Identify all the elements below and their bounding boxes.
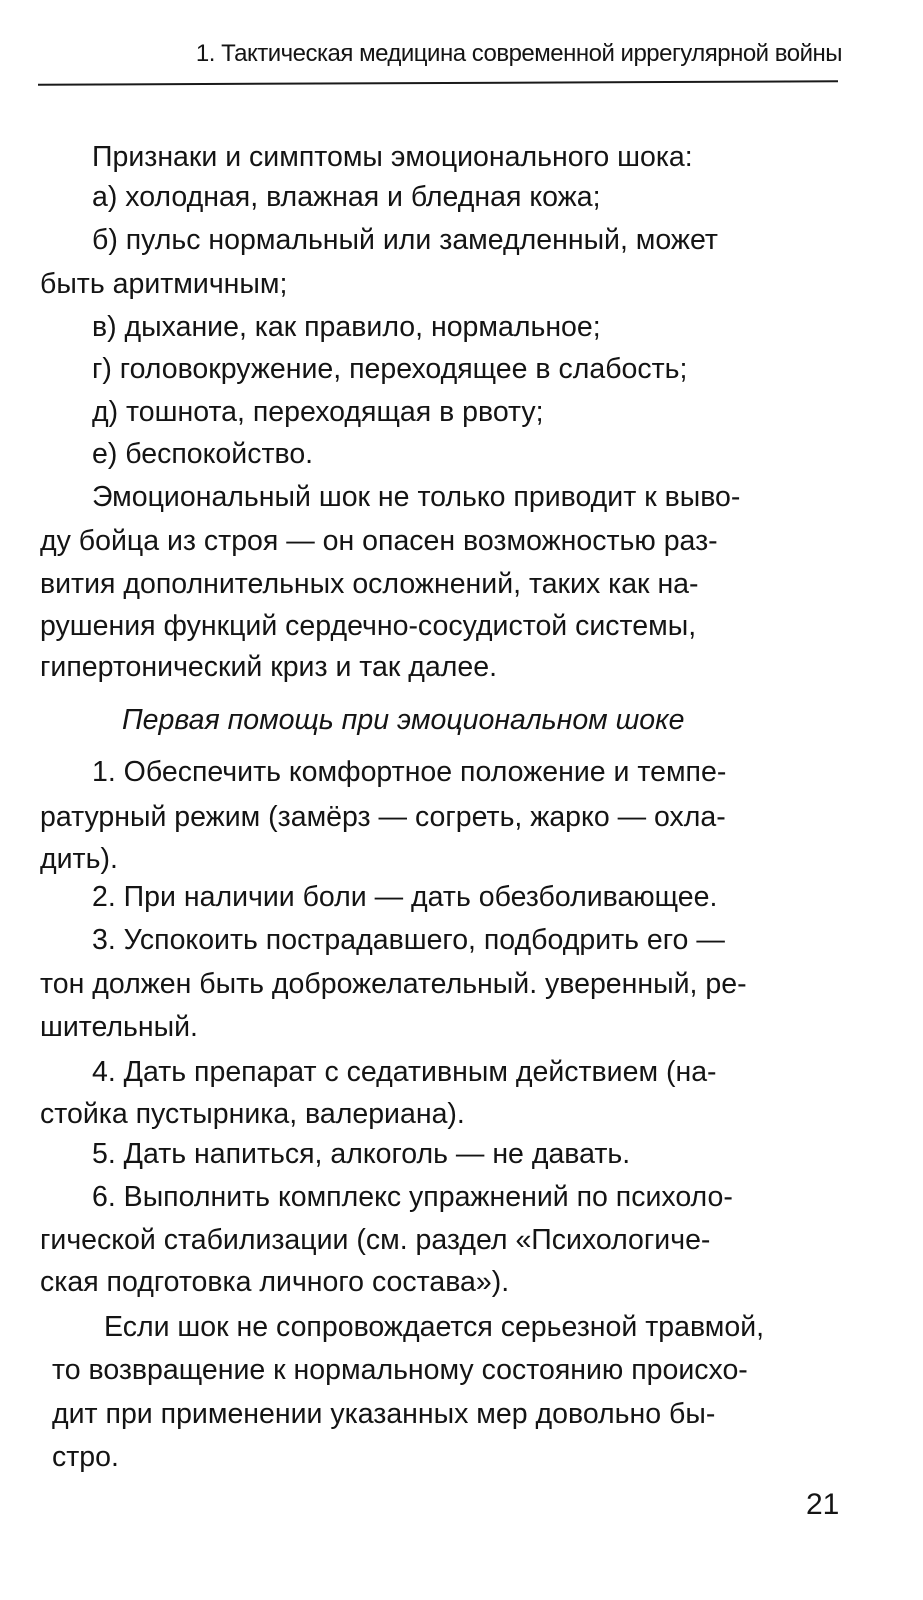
symptoms-intro: Признаки и симптомы эмоционального шока: (92, 141, 693, 173)
paragraph-line: ду бойца из строя — он опасен возможностью раз- (40, 525, 718, 557)
step-line: дить). (40, 843, 118, 875)
paragraph-line: вития дополнительных осложнений, таких как на- (40, 568, 699, 600)
paragraph-line: то возвращение к нормальному состоянию происхо- (52, 1354, 748, 1386)
paragraph-line: Эмоциональный шок не только приводит к выво- (92, 481, 741, 513)
paragraph-line: дит при применении указанных мер довольно бы- (52, 1398, 716, 1430)
step-line: ская подготовка личного состава»). (40, 1266, 510, 1298)
section-subheading: Первая помощь при эмоциональном шоке (122, 704, 685, 736)
symptom-item: г) головокружение, переходящее в слабость; (92, 353, 688, 385)
symptom-item: в) дыхание, как правило, нормальное; (92, 311, 601, 343)
step-line: стойка пустырника, валериана). (40, 1098, 465, 1130)
symptom-item: е) беспокойство. (92, 438, 314, 470)
step-line: 6. Выполнить комплекс упражнений по психоло- (92, 1181, 733, 1213)
symptom-item: а) холодная, влажная и бледная кожа; (92, 181, 601, 213)
step-line: 3. Успокоить пострадавшего, подбодрить его — (92, 924, 725, 956)
paragraph-line: гипертонический криз и так далее. (40, 651, 498, 683)
symptom-item: б) пульс нормальный или замедленный, может (92, 224, 718, 256)
page-number: 21 (806, 1488, 840, 1521)
step-line: гической стабилизации (см. раздел «Психологиче- (40, 1224, 711, 1256)
step-line: 4. Дать препарат с седативным действием (на- (92, 1056, 717, 1088)
step-line: ратурный режим (замёрз — согреть, жарко — охла- (40, 801, 726, 833)
header-rule (38, 80, 838, 85)
symptom-item: д) тошнота, переходящая в рвоту; (92, 396, 544, 428)
step-line: 5. Дать напиться, алкоголь — не давать. (92, 1138, 631, 1170)
paragraph-line: рушения функций сердечно-сосудистой системы, (40, 610, 697, 642)
paragraph-line: стро. (52, 1441, 119, 1473)
step-line: 2. При наличии боли — дать обезболивающее. (92, 881, 718, 913)
step-line: шительный. (40, 1011, 198, 1043)
step-line: 1. Обеспечить комфортное положение и темпе- (92, 756, 727, 788)
symptom-item: быть аритмичным; (40, 268, 288, 300)
paragraph-line: Если шок не сопровождается серьезной травмой, (104, 1311, 765, 1343)
step-line: тон должен быть доброжелательный. уверенный, ре- (40, 968, 747, 1000)
running-header: 1. Тактическая медицина современной иррегулярной войны (195, 40, 842, 67)
